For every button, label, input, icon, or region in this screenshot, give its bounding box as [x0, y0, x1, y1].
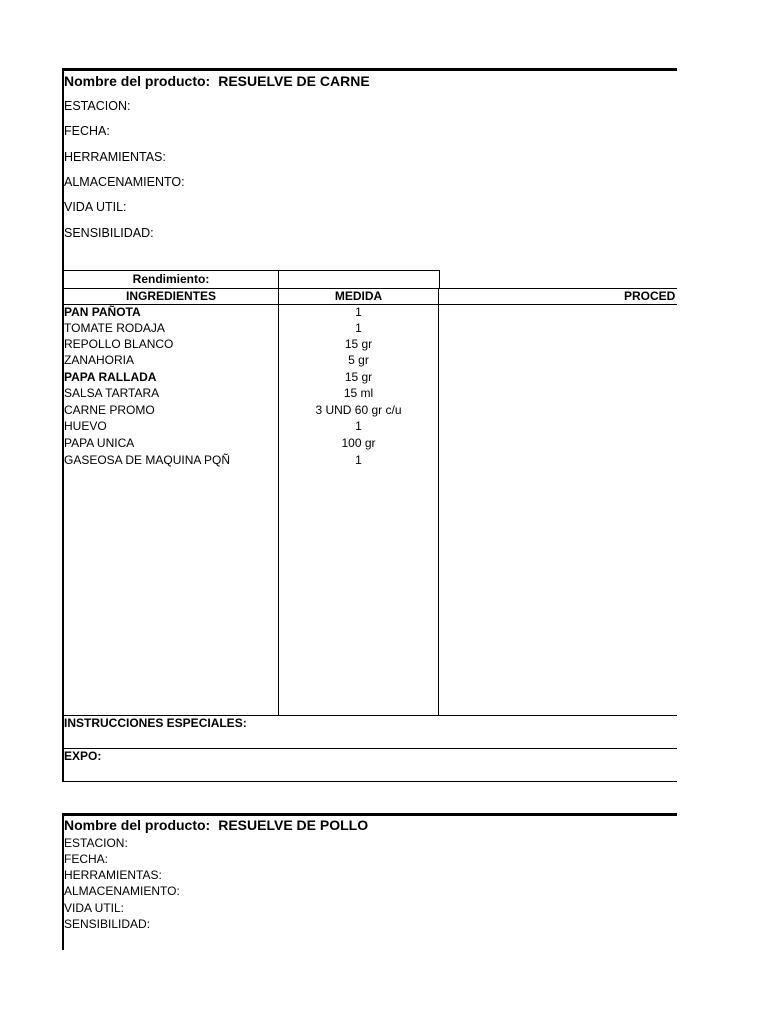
ingredient-name: TOMATE RODAJA [64, 321, 165, 335]
column-divider-2 [438, 288, 439, 715]
ingredient-name: ZANAHORIA [64, 353, 135, 367]
special-instructions-label: INSTRUCCIONES ESPECIALES: [64, 716, 247, 730]
expo-label: EXPO: [64, 749, 102, 763]
product-label: Nombre del producto: [64, 73, 211, 89]
product-title [64, 73, 370, 89]
top-border [62, 68, 677, 71]
field-sensibilidad: SENSIBILIDAD: [64, 917, 151, 931]
ingredient-measure: 3 UND 60 gr c/u [315, 403, 402, 417]
ingredient-measure: 100 gr [341, 436, 376, 450]
product-name: RESUELVE DE POLLO [218, 817, 369, 833]
ingredient-measure: 15 gr [344, 337, 373, 351]
ingredient-measure: 15 gr [344, 370, 373, 384]
ingredient-measure: 15 ml [343, 386, 374, 400]
field-fecha: FECHA: [64, 124, 110, 138]
field-estacion: ESTACION: [64, 99, 131, 113]
ingredient-name: PAPA RALLADA [64, 370, 157, 384]
rendimiento-label: Rendimiento: [132, 272, 210, 286]
ingredient-name: CARNE PROMO [64, 403, 155, 417]
ingredient-name: PAPA UNICA [64, 436, 135, 450]
header-procedimiento: PROCED [624, 289, 676, 303]
field-sensibilidad: SENSIBILIDAD: [64, 226, 154, 240]
field-herramientas: HERRAMIENTAS: [64, 150, 166, 164]
ingredient-name: PAN PAÑOTA [64, 305, 141, 319]
product-label: Nombre del producto: [64, 817, 211, 833]
ingredient-measure: 1 [355, 419, 362, 433]
ingredient-measure: 1 [355, 453, 362, 467]
product-name: RESUELVE DE CARNE [218, 73, 370, 89]
ingredient-measure: 1 [355, 305, 362, 319]
ingredient-measure: 1 [355, 321, 362, 335]
field-almacenamiento: ALMACENAMIENTO: [64, 175, 185, 189]
field-estacion: ESTACION: [64, 836, 128, 850]
product-title [64, 817, 368, 833]
field-almacenamiento: ALMACENAMIENTO: [64, 884, 180, 898]
header-medida: MEDIDA [334, 289, 383, 303]
ingredient-name: HUEVO [64, 419, 107, 433]
expo-bottom-line [64, 781, 677, 782]
field-fecha: FECHA: [64, 852, 109, 866]
top-border [62, 813, 677, 816]
instructions-bottom-line [64, 748, 677, 749]
header-ingredientes: INGREDIENTES [125, 289, 216, 303]
ingredient-name: REPOLLO BLANCO [64, 337, 174, 351]
field-vida-util: VIDA UTIL: [64, 200, 127, 214]
ingredient-measure: 5 gr [348, 353, 369, 367]
ingredient-name: GASEOSA DE MAQUINA PQÑ [64, 453, 231, 467]
rendimiento-value-box [278, 270, 440, 288]
ingredient-name: SALSA TARTARA [64, 386, 160, 400]
field-herramientas: HERRAMIENTAS: [64, 868, 162, 882]
field-vida-util: VIDA UTIL: [64, 901, 125, 915]
